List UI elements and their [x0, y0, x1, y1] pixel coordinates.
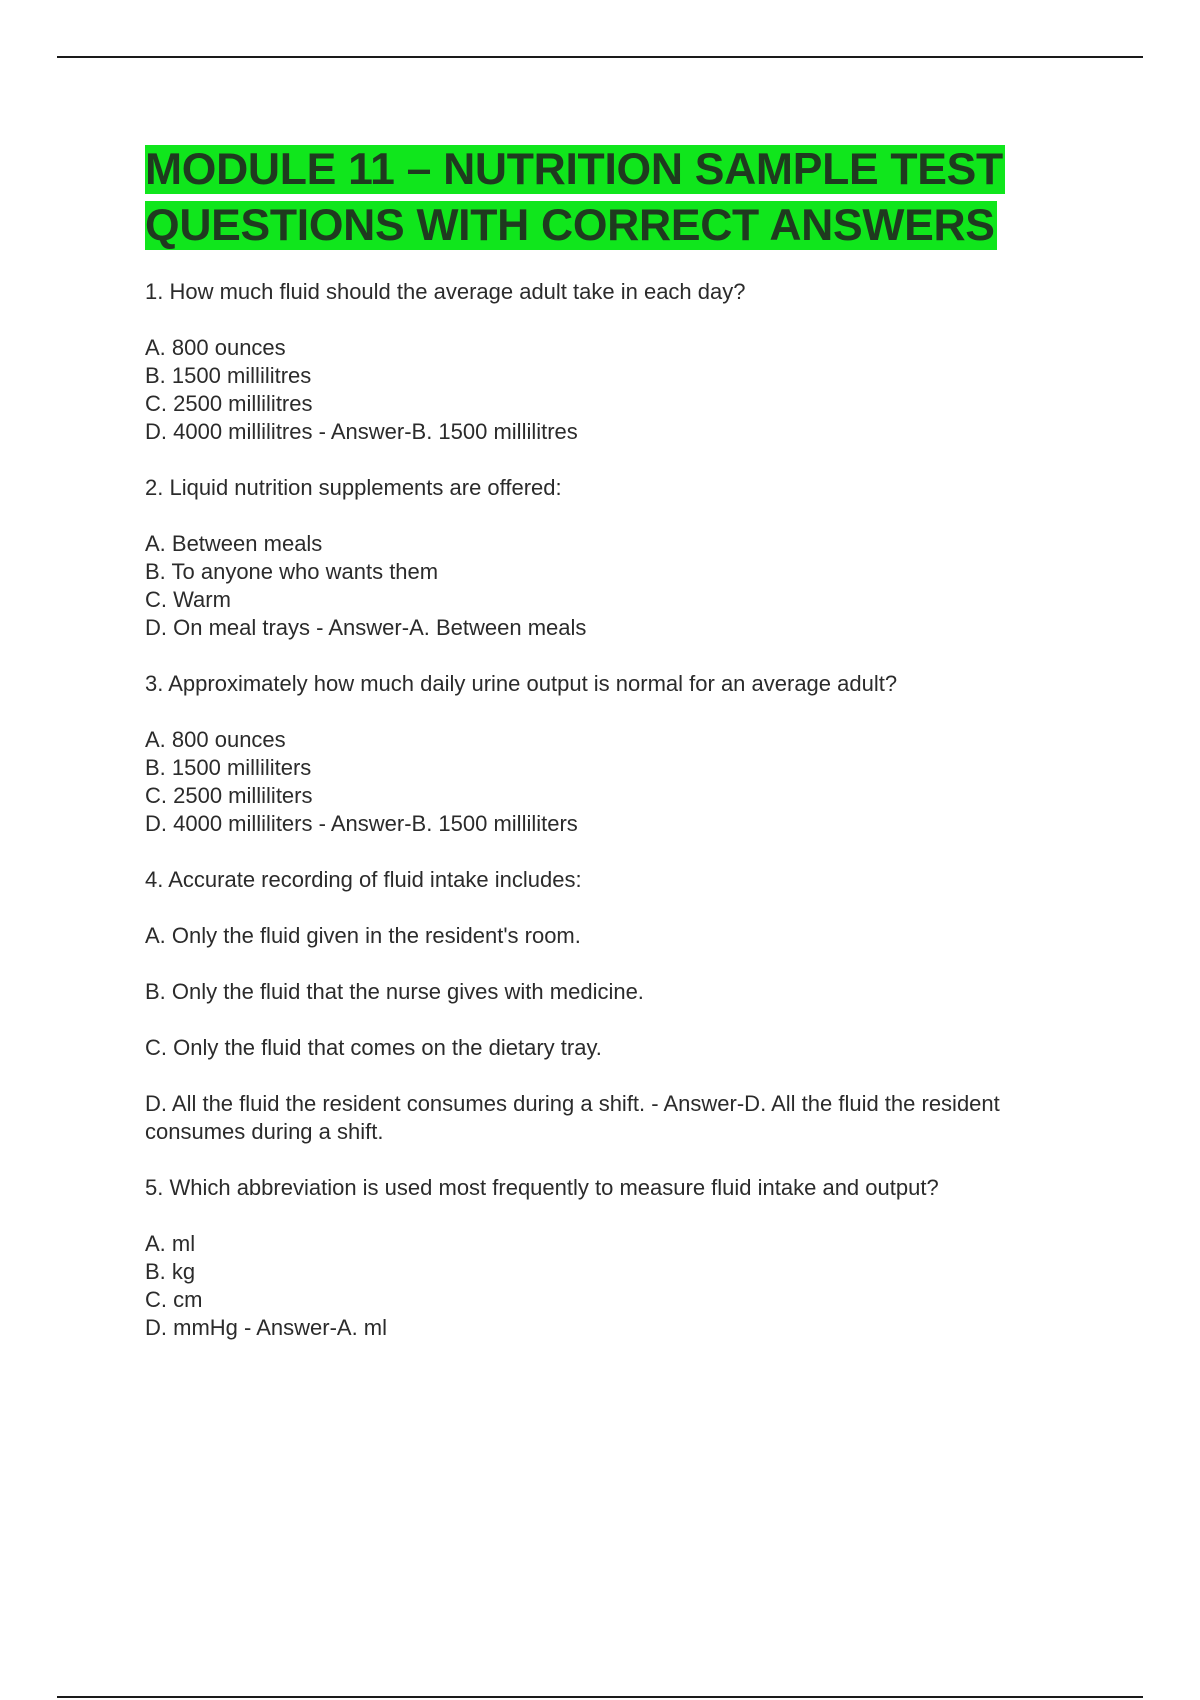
- answer-options: [145, 1230, 1045, 1342]
- question-5: [145, 1174, 1045, 1342]
- option-a: A. ml: [145, 1231, 196, 1256]
- option-d-with-answer: D. 4000 millilitres - Answer-B. 1500 millilitres: [145, 419, 578, 444]
- answer-options: [145, 922, 1045, 1146]
- option-b: B. kg: [145, 1259, 196, 1284]
- option-c: C. cm: [145, 1287, 203, 1312]
- option-d-with-answer: D. All the fluid the resident consumes during a shift. - Answer-D. All the fluid the resident consumes during a shift.: [145, 1091, 1000, 1144]
- question-stem: 5. Which abbreviation is used most frequently to measure fluid intake and output?: [145, 1175, 939, 1200]
- question-2: [145, 474, 1045, 642]
- footer-rule: [57, 1696, 1143, 1698]
- option-d-with-answer: D. On meal trays - Answer-A. Between meals: [145, 615, 587, 640]
- option-a: A. 800 ounces: [145, 727, 286, 752]
- document-page: [145, 142, 1045, 1370]
- option-a: A. Between meals: [145, 531, 323, 556]
- option-c: C. Only the fluid that comes on the dietary tray.: [145, 1035, 602, 1060]
- option-b: B. 1500 millilitres: [145, 363, 312, 388]
- title-highlight: MODULE 11 – NUTRITION SAMPLE TEST QUESTIONS WITH CORRECT ANSWERS: [145, 145, 1003, 250]
- option-c: C. 2500 millilitres: [145, 391, 313, 416]
- option-d-with-answer: D. 4000 milliliters - Answer-B. 1500 milliliters: [145, 811, 578, 836]
- answer-options: [145, 726, 1045, 838]
- question-3: [145, 670, 1045, 838]
- header-rule: [57, 56, 1143, 58]
- question-1: [145, 278, 1045, 446]
- option-a: A. Only the fluid given in the resident's room.: [145, 923, 581, 948]
- answer-options: [145, 530, 1045, 642]
- option-b: B. Only the fluid that the nurse gives with medicine.: [145, 979, 644, 1004]
- option-c: C. 2500 milliliters: [145, 783, 313, 808]
- option-a: A. 800 ounces: [145, 335, 286, 360]
- option-c: C. Warm: [145, 587, 231, 612]
- question-stem: 4. Accurate recording of fluid intake includes:: [145, 867, 582, 892]
- answer-options: [145, 334, 1045, 446]
- question-stem: 1. How much fluid should the average adult take in each day?: [145, 279, 746, 304]
- document-title: [145, 142, 1045, 254]
- question-4: [145, 866, 1045, 1146]
- question-stem: 3. Approximately how much daily urine output is normal for an average adult?: [145, 671, 898, 696]
- question-stem: 2. Liquid nutrition supplements are offered:: [145, 475, 562, 500]
- option-b: B. 1500 milliliters: [145, 755, 312, 780]
- option-d-with-answer: D. mmHg - Answer-A. ml: [145, 1315, 388, 1340]
- option-b: B. To anyone who wants them: [145, 559, 439, 584]
